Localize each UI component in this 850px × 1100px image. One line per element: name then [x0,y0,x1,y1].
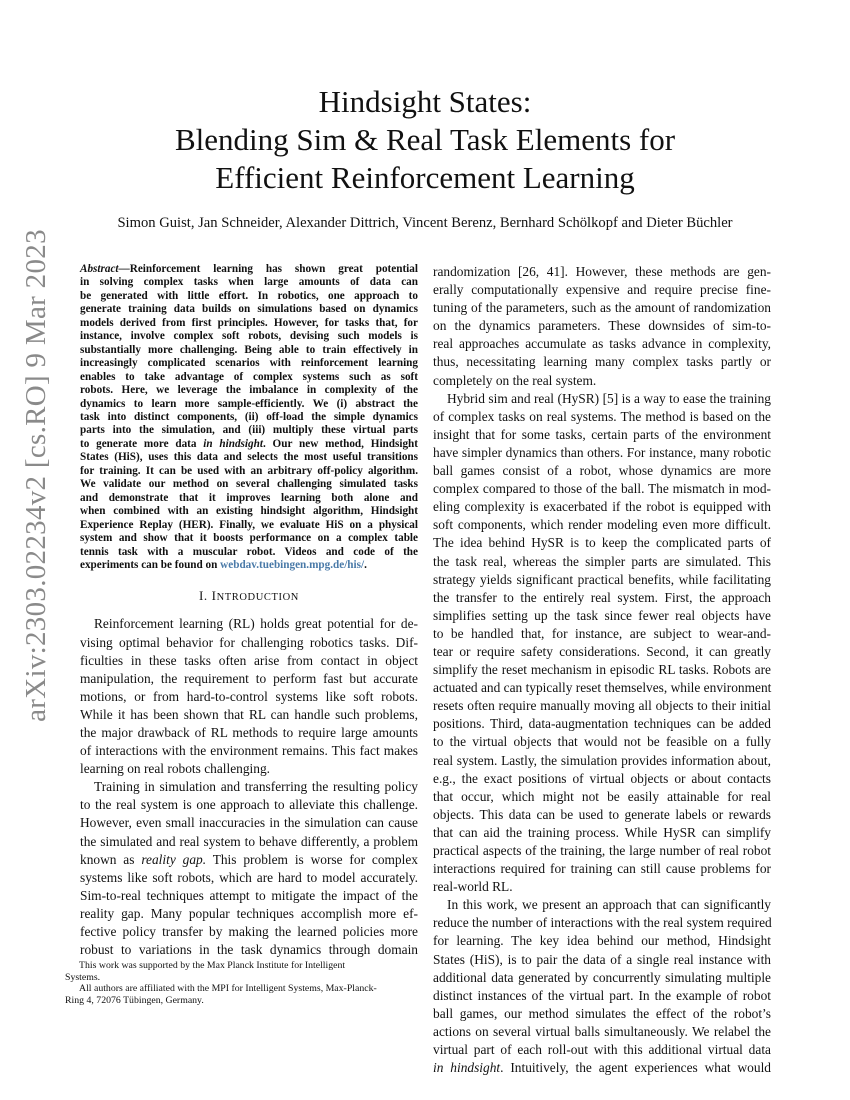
abstract-line: models derived from first principles. However, for tasks that, for [80,316,418,329]
footnote-line: Systems. [65,971,101,983]
abstract-line: when combined with an existing hindsight algorithm, Hindsight [80,505,418,518]
right-paragraph-2: Hybrid sim and real (HySR) [5] is a way to ease the training of complex tasks on real systems. The method is based on the insight that for some tasks, certain parts of the environment have simpler dynamics than others. For instance, many robotic ball games consist of a robot, whose dynamics are more complex compared to those of the ball. The mismatch in mod- eling complexity is exacerbated if the robot is equipped with soft components, which render modeling even more difficult. The idea behind HySR is to keep the complicated parts of the task real, whereas the simpler parts are simulated. This strategy yields significant practical benefits, while facilitating the transfer to the entirely real system. First, the approach simplifies setting up the task since fewer real objects have to be handled that, for instance, are subject to wear-and- tear or require safety considerations. Second, it can greatly simplify the reset mechanism in episodic RL tasks. Robots are actuated and can typically reset themselves, while environment resets often require manually moving all objects to their initial positions. Third, data-augmentation techniques can be added to the virtual objects that would not be feasible on a fully real system. Lastly, the simulation provides information about, e.g., the exact positions of virtual objects or about contacts that occur, which might not be easily attainable for real objects. This data can be used to generate labels or rewards that can aid the training process. While HySR can simplify practical aspects of the training, the large number of real robot interactions required for training can still cause problems for real-world RL. [433,390,772,895]
abstract-line: substantially more challenging. Being able to train effectively in [80,343,418,356]
abstract-line: for training. It can be used with an arbitrary off-policy algorithm. [80,464,418,477]
abstract-line: We validate our method on several challenging simulated tasks [80,478,418,491]
right-paragraph-1: randomization [26, 41]. However, these methods are gen- erally computationally expensive and require precise fine- tuning of the parameters, such as the amount of randomization on the dynamics parameters. These downsides of sim-to- real approaches accumulate as tasks advance in complexity, thus, necessitating learning many complex tasks partly or completely on the real system. [433,264,771,388]
right-paragraph-3: In this work, we present an approach that can significantly reduce the number of interactions with the real system required for learning. The key idea behind our method, Hindsight States (HiS), is to pair the data of a single real instance with additional data generated by concurrently simulating multiple distinct instances of the virtual part. In the example of robot ball games, our method simulates the effect of the robot’s actions on several virtual balls simultaneously. We relabel the virtual part of each roll-out with this additional virtual data in hindsight. Intuitively, the agent experiences what would [433,897,772,1076]
arxiv-stamp-text: arXiv:2303.02234v2 [cs.RO] 9 Mar 2023 [19,228,52,722]
right-column [433,263,771,1077]
abstract-line: generate training data builds on simulations based on dynamics [80,303,418,316]
footnote-line: This work was supported by the Max Planck Institute for Intelligent [79,960,346,971]
abstract-line: instance, involve complex soft robots, devising such models is [80,330,418,343]
title-line-2: Blending Sim & Real Task Elements for [174,122,676,157]
abstract [80,263,418,572]
abstract-line: tennis task with a muscular robot. Videos and code of the [80,545,418,558]
title-line-1: Hindsight States: [318,84,532,119]
abstract-line: Experience Replay (HER). Finally, we evaluate HiS on a physical [80,518,418,531]
abstract-line: experiments can be found on webdav.tuebingen.mpg.de/his/. [80,558,367,571]
footnote-line: All authors are affiliated with the MPI for Intelligent Systems, Max-Planck- [79,983,377,995]
abstract-line: be generated with little effort. In robotics, one approach to [80,289,418,302]
footnotes [65,960,418,1007]
abstract-line: system and show that it boosts performance on a complex table [80,532,418,545]
section-heading-introduction: I. INTRODUCTION [198,588,299,604]
footnote-line: Ring 4, 72076 Tübingen, Germany. [65,995,204,1007]
abstract-lead: Abstract [80,263,119,275]
abstract-line: increasingly complicated scenarios with reinforcement learning [80,357,418,370]
abstract-line: parts into the simulation, and (iii) multiply these virtual parts [80,424,418,437]
author-list: Simon Guist, Jan Schneider, Alexander Dittrich, Vincent Berenz, Bernhard Schölkopf and Dieter Büchler [117,215,733,231]
abstract-line: enables to take advantage of complex systems such as soft [80,370,418,383]
title-line-3: Efficient Reinforcement Learning [215,160,635,195]
paper-title [0,83,850,197]
project-link[interactable]: webdav.tuebingen.mpg.de/his/ [220,558,365,571]
abstract-line: to generate more data in hindsight. Our new method, Hindsight [80,437,418,450]
right-emphasis: in hindsight [433,1060,501,1076]
abstract-line: Abstract—Reinforcement learning has shown great potential [80,263,418,275]
abstract-line: task into distinct components, (ii) off-load the simple dynamics [80,410,418,423]
abstract-line: in solving complex tasks when large amounts of data can [80,276,418,289]
arxiv-identifier-stamp [12,228,60,722]
left-column [80,263,418,959]
intro-paragraph-1: Reinforcement learning (RL) holds great potential for de- vising optimal behavior for challenging robotics tasks. Dif- ficulties in these tasks often arise from contact in object manipulation, the requirement to perform fast but accurate motions, or from hard-to-control systems like soft robots. While it has been shown that RL can handle such problems, the major drawback of RL methods to require large amounts of interactions with the environment remains. This fact makes learning on real robots challenging. [80,616,418,777]
abstract-line: and demonstrate that it improves learning both alone and [80,491,418,504]
abstract-emphasis: in hindsight [203,437,263,450]
term-reality-gap: reality gap. [141,851,207,867]
abstract-line: States (HiS), uses this data and selects the most useful transitions [80,451,418,464]
abstract-line: robots. Here, we leverage the imbalance in complexity of the [80,384,418,397]
intro-paragraph-2: Training in simulation and transferring the resulting policy to the real system is one approach to alleviate this challenge. However, even small inaccuracies in the simulation can cause the simulated and real system to behave differently, a problem known as reality gap. This problem is worse for complex systems like soft robots, which are hard to model accurately. Sim-to-real techniques attempt to mitigate the impact of the reality gap. Many popular techniques accomplish more ef- fective policy transfer by making the learned policies more robust to variations in the task dynamics through domain [80,779,418,958]
abstract-line: dynamics to learn more sample-efficiently. We (i) abstract the [80,397,418,410]
